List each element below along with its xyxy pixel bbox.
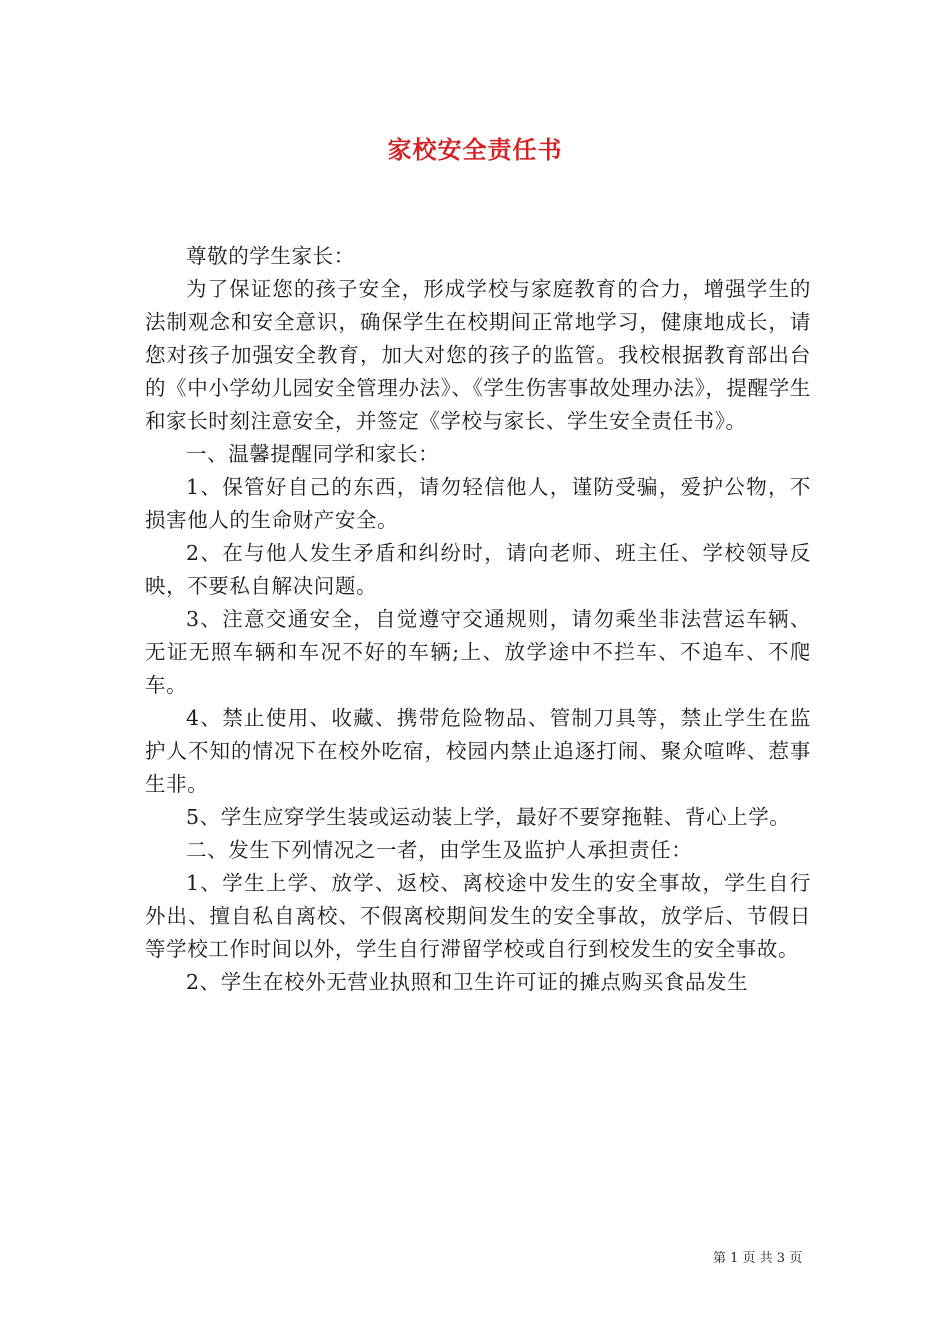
section1-item: 1、保管好自己的东西，请勿轻信他人，谨防受骗，爱护公物，不损害他人的生命财产安全。 — [145, 475, 811, 532]
page-number: 第 1 页 共 3 页 — [713, 1251, 803, 1266]
section2-item: 2、学生在校外无营业执照和卫生许可证的摊点购买食品发生 — [186, 970, 749, 994]
section1-heading: 一、温馨提醒同学和家长： — [186, 442, 440, 466]
section1-item: 4、禁止使用、收藏、携带危险物品、管制刀具等，禁止学生在监护人不知的情况下在校外吃宿，校园内禁止追逐打闹、聚众喧哗、惹事生非。 — [145, 706, 811, 796]
section2-item: 1、学生上学、放学、返校、离校途中发生的安全事故，学生自行外出、擅自私自离校、不假离校期间发生的安全事故，放学后、节假日等学校工作时间以外，学生自行滞留学校或自行到校发生的安全事故。 — [145, 871, 811, 961]
section1-item: 2、在与他人发生矛盾和纠纷时，请向老师、班主任、学校领导反映，不要私自解决问题。 — [145, 541, 811, 598]
section2-heading: 二、发生下列情况之一者，由学生及监护人承担责任： — [186, 838, 693, 862]
document-body — [145, 240, 811, 999]
document-title: 家校安全责任书 — [387, 135, 563, 164]
section1-item: 5、学生应穿学生装或运动装上学，最好不要穿拖鞋、背心上学。 — [186, 805, 791, 829]
salutation: 尊敬的学生家长： — [186, 244, 355, 268]
section1-item: 3、注意交通安全，自觉遵守交通规则，请勿乘坐非法营运车辆、无证无照车辆和车况不好的车辆;上、放学途中不拦车、不追车、不爬车。 — [145, 607, 811, 697]
intro-paragraph: 为了保证您的孩子安全，形成学校与家庭教育的合力，增强学生的法制观念和安全意识，确保学生在校期间正常地学习，健康地成长，请您对孩子加强安全教育，加大对您的孩子的监管。我校根据教育部出台的《中小学幼儿园安全管理办法》、《学生伤害事故处理办法》，提醒学生和家长时刻注意安全，并签定《学校与家长、学生安全责任书》。 — [145, 277, 811, 433]
